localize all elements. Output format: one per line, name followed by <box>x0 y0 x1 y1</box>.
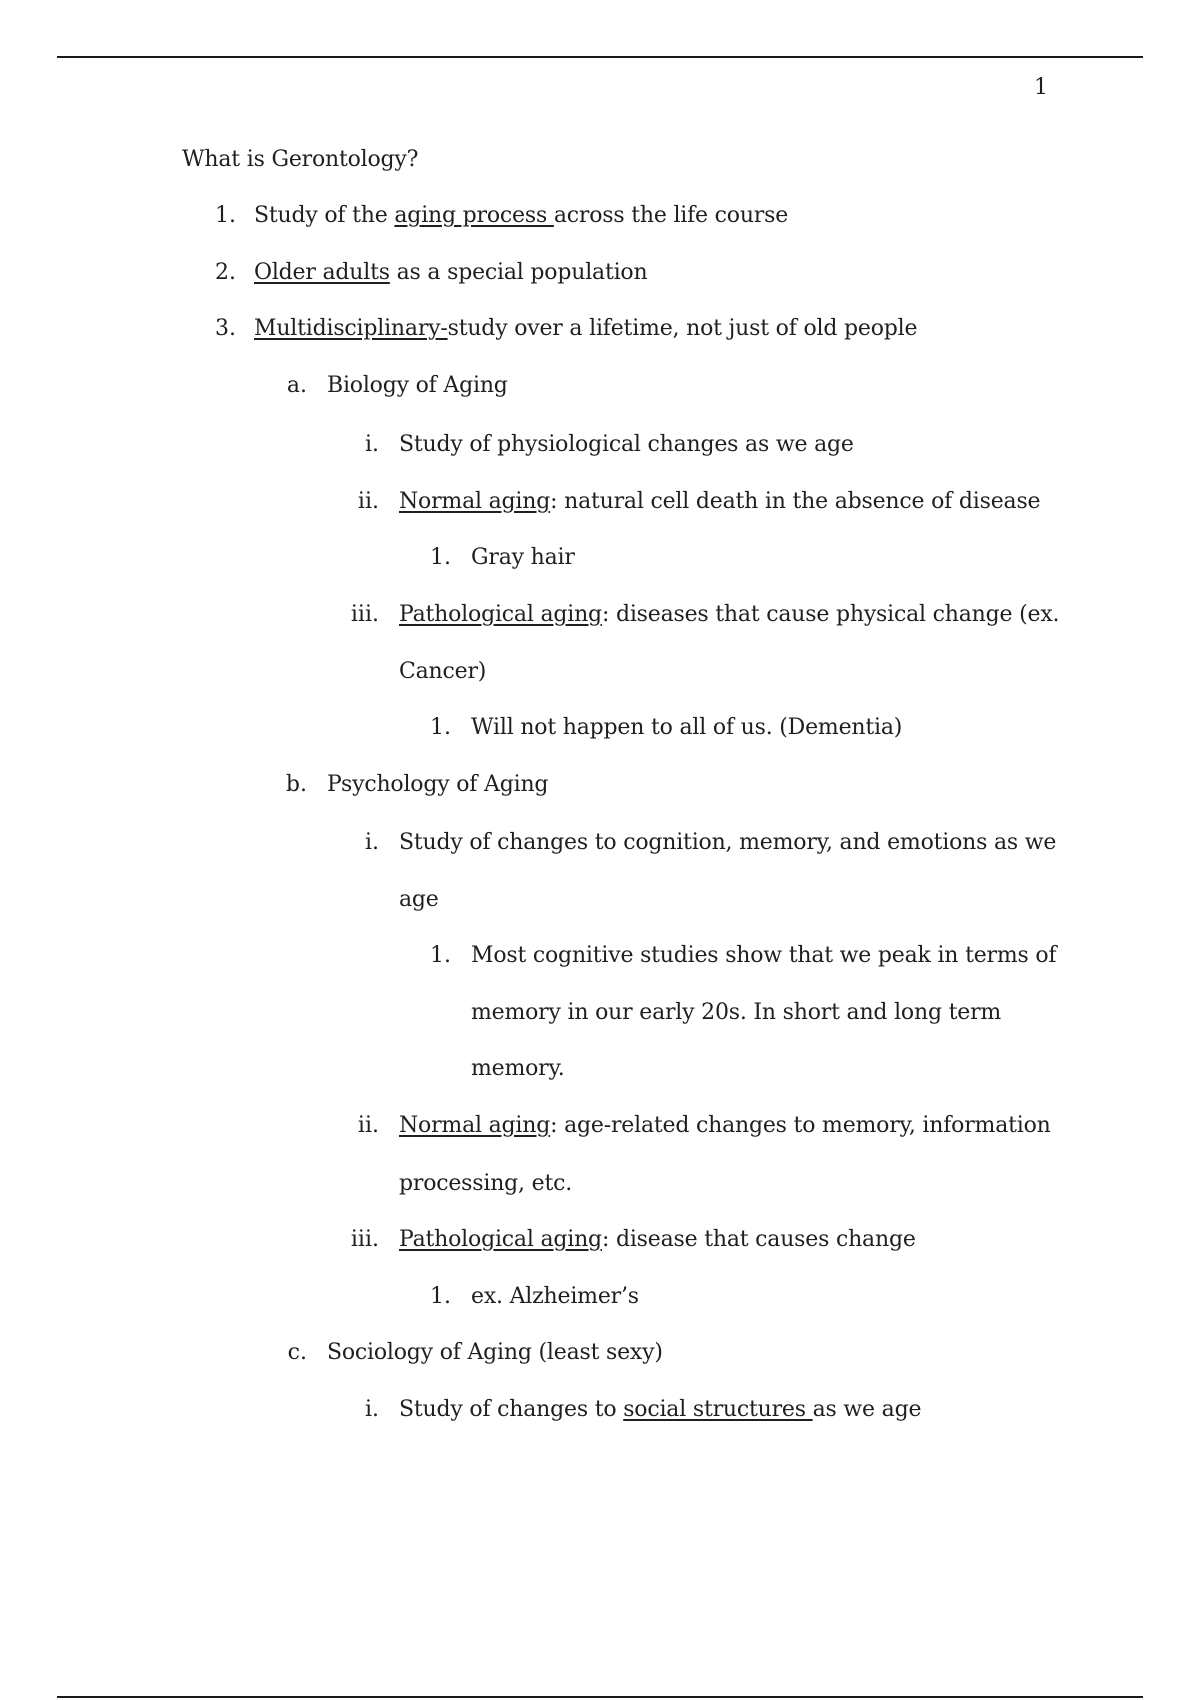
list-item: Sociology of Aging (least sexy) <box>327 1340 663 1365</box>
list-item: Most cognitive studies show that we peak in terms of <box>471 943 1057 968</box>
list-marker: 3. <box>215 316 236 341</box>
list-item: Biology of Aging <box>327 373 508 398</box>
header-rule <box>57 56 1143 58</box>
list-marker: iii. <box>350 602 379 627</box>
list-marker: 1. <box>215 203 236 228</box>
list-item: Study of physiological changes as we age <box>399 432 854 457</box>
list-item: Study of changes to cognition, memory, and emotions as we <box>399 830 1057 855</box>
list-item-continuation: processing, etc. <box>399 1171 573 1196</box>
list-item: Gray hair <box>471 545 575 570</box>
list-marker: c. <box>287 1340 307 1365</box>
list-marker: a. <box>286 373 307 398</box>
list-item: Will not happen to all of us. (Dementia) <box>471 715 903 740</box>
list-marker: 2. <box>215 260 236 285</box>
list-item: Multidisciplinary-study over a lifetime, not just of old people <box>254 316 918 341</box>
list-marker: ii. <box>357 1113 379 1138</box>
list-item: ex. Alzheimer’s <box>471 1284 639 1309</box>
list-marker: 1. <box>430 943 451 968</box>
list-marker: i. <box>364 432 379 457</box>
footer-rule <box>57 1696 1143 1698</box>
list-item: Psychology of Aging <box>327 772 549 797</box>
list-item: Pathological aging: diseases that cause physical change (ex. <box>399 602 1060 627</box>
page-number: 1 <box>1034 75 1048 100</box>
list-item-continuation: Cancer) <box>399 659 487 684</box>
list-item-continuation: memory. <box>471 1056 565 1081</box>
list-item: Older adults as a special population <box>254 260 648 285</box>
list-marker: 1. <box>430 545 451 570</box>
list-item: Normal aging: natural cell death in the absence of disease <box>399 489 1041 514</box>
list-item: Study of the aging process across the life course <box>254 203 789 228</box>
list-marker: 1. <box>430 1284 451 1309</box>
list-marker: i. <box>364 1397 379 1422</box>
page-title: What is Gerontology? <box>182 147 419 172</box>
list-item-continuation: memory in our early 20s. In short and long term <box>471 1000 1002 1025</box>
list-item-continuation: age <box>399 887 439 912</box>
list-marker: 1. <box>430 715 451 740</box>
list-item: Normal aging: age-related changes to memory, information <box>399 1113 1051 1138</box>
list-marker: ii. <box>357 489 379 514</box>
list-marker: i. <box>364 830 379 855</box>
list-marker: iii. <box>350 1227 379 1252</box>
list-item: Study of changes to social structures as we age <box>399 1397 922 1422</box>
list-item: Pathological aging: disease that causes change <box>399 1227 916 1252</box>
list-marker: b. <box>285 772 307 797</box>
